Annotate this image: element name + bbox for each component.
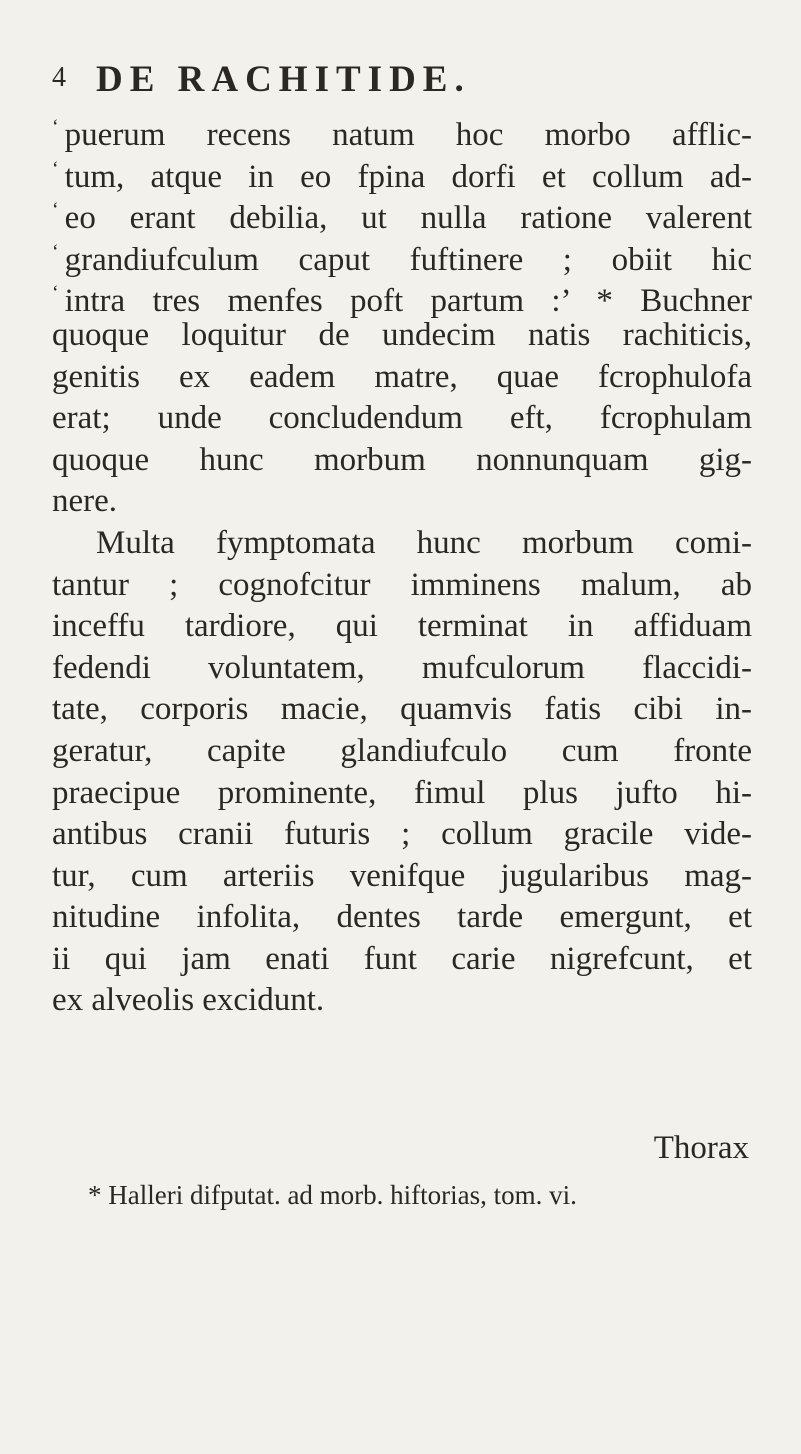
text-line [52,107,752,153]
line-text: erat; unde concludendum eft, fcrophulam [52,400,752,437]
text-line [52,773,752,815]
line-text: tantur ; cognofcitur imminens malum, ab [52,566,752,603]
text-line [52,689,752,731]
catchword: Thorax [653,1130,749,1166]
line-text: fedendi voluntatem, mufculorum flaccidi- [52,649,752,686]
text-line [52,648,752,690]
text-line [52,273,752,320]
text-line [52,980,752,1022]
text-line [52,856,752,898]
line-text: geratur, capite glandiufculo cum fronte [52,732,752,769]
quote-mark: ‘ [52,282,59,305]
text-line [52,232,752,278]
line-text: nitudine infolita, dentes tarde emergunt, et [52,899,752,936]
line-text: tur, cum arteriis venifque jugularibus mag- [52,857,752,894]
line-text: grandiufculum caput fuftinere ; obiit hic [64,241,752,278]
quote-mark: ‘ [52,240,59,263]
paragraph-start-line [52,523,752,565]
line-text: ex alveolis excidunt. [52,982,325,1019]
line-text: tum, atque in eo fpina dorfi et collum ad- [64,158,752,195]
text-line [52,814,752,856]
line-text: genitis ex eadem matre, quae fcrophulofa [52,358,752,395]
text-line [52,565,752,607]
running-head: DE RACHITIDE. [96,59,471,100]
text-line [52,481,752,523]
page-header [52,58,752,102]
text-line [52,315,752,357]
line-text: tate, corporis macie, quamvis fatis cibi in- [52,691,752,728]
line-text: intra tres menfes poft partum :’ * Buchner [64,283,752,320]
text-line [52,897,752,939]
quote-mark: ‘ [52,157,59,180]
text-line [52,606,752,648]
text-line [52,731,752,773]
text-line [52,149,752,195]
quote-mark: ‘ [52,199,59,222]
line-text: Multa fymptomata hunc morbum comi- [96,524,752,561]
line-text: antibus cranii futuris ; collum gracile vide- [52,816,752,853]
text-line [52,939,752,981]
line-text: inceffu tardiore, qui terminat in affiduam [52,608,752,645]
line-text: quoque loquitur de undecim natis rachiticis, [52,316,752,353]
line-text: praecipue prominente, fimul plus jufto hi- [52,774,752,811]
line-text: puerum recens natum hoc morbo afflic- [64,117,752,153]
line-text: quoque hunc morbum nonnunquam gig- [52,441,752,478]
body-text [52,107,752,1022]
text-line [52,398,752,440]
text-line [52,440,752,482]
line-text: ii qui jam enati funt carie nigrefcunt, et [52,940,752,977]
line-text: eo erant debilia, ut nulla ratione valerent [64,200,752,237]
quote-mark: ‘ [52,116,59,138]
page-number: 4 [52,62,66,93]
text-line [52,357,752,399]
line-text: nere. [52,483,118,520]
text-line [52,190,752,237]
footnote: * Halleri difputat. ad morb. hiftorias, tom. vi. [88,1180,577,1210]
